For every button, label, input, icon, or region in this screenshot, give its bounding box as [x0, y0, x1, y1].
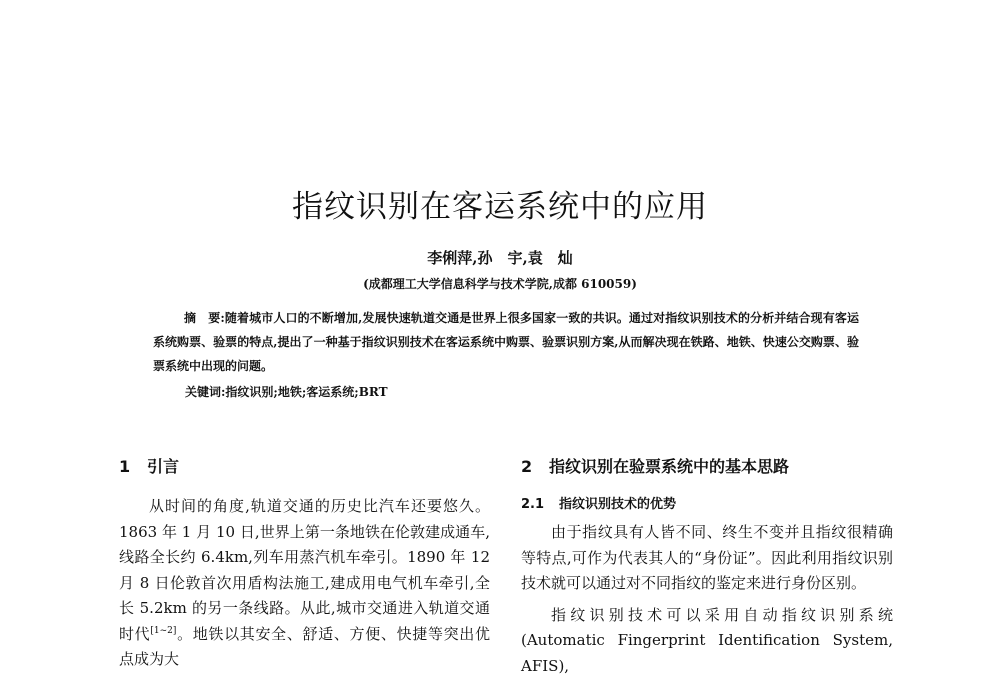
affiliation: (成都理工大学信息科学与技术学院,成都 610059): [0, 276, 1000, 292]
left-column: [119, 494, 490, 673]
section-1-heading: [119, 456, 179, 478]
abstract: 摘 要:随着城市人口的不断增加,发展快速轨道交通是世界上很多国家一致的共识。通过对指纹识别技术的分析并结合现有客运系统购票、验票的特点,提出了一种基于指纹识别技术在客运系统中购票、验票识别方案,从而解决现在铁路、地铁、快速公交购票、验票系统中出现的问题。: [153, 306, 859, 378]
section-1-paragraph: [119, 494, 490, 673]
section-1-text: 从时间的角度,轨道交通的历史比汽车还要悠久。1863 年 1 月 10 日,世界上第一条地铁在伦敦建成通车,线路全长约 6.4km,列车用蒸汽机车牵引。1890 年 12 月 8 日伦敦首次用盾构法施工,建成用电气机车牵引,全长 5.2km 的另一条线路。从此,城市交通进入轨道交通时代: [119, 497, 490, 643]
subsection-2-1-heading: [521, 496, 676, 514]
section-2-number: 2: [521, 456, 549, 478]
section-1-text-continued: 。地铁以其安全、舒适、方便、快捷等突出优点成为大: [119, 625, 490, 669]
citation: [1~2]: [150, 626, 176, 636]
section-2-paragraph-2: 指纹识别技术可以采用自动指纹识别系统(Automatic Fingerprint Identification System, AFIS),: [521, 603, 893, 679]
subsection-2-1-number: 2.1: [521, 496, 559, 514]
authors: 李俐萍,孙 宇,袁 灿: [0, 248, 1000, 268]
subsection-2-1-title: 指纹识别技术的优势: [559, 497, 676, 512]
right-column: [521, 520, 893, 679]
section-2-heading: [521, 456, 789, 478]
keywords: 关键词:指纹识别;地铁;客运系统;BRT: [185, 383, 388, 401]
section-2-paragraph-1: 由于指纹具有人皆不同、终生不变并且指纹很精确等特点,可作为代表其人的“身份证”。因此利用指纹识别技术就可以通过对不同指纹的鉴定来进行身份区别。: [521, 520, 893, 597]
section-1-title: 引言: [147, 457, 179, 476]
section-2-title: 指纹识别在验票系统中的基本思路: [549, 457, 789, 476]
paper-title: 指纹识别在客运系统中的应用: [0, 187, 1000, 227]
section-1-number: 1: [119, 456, 147, 478]
